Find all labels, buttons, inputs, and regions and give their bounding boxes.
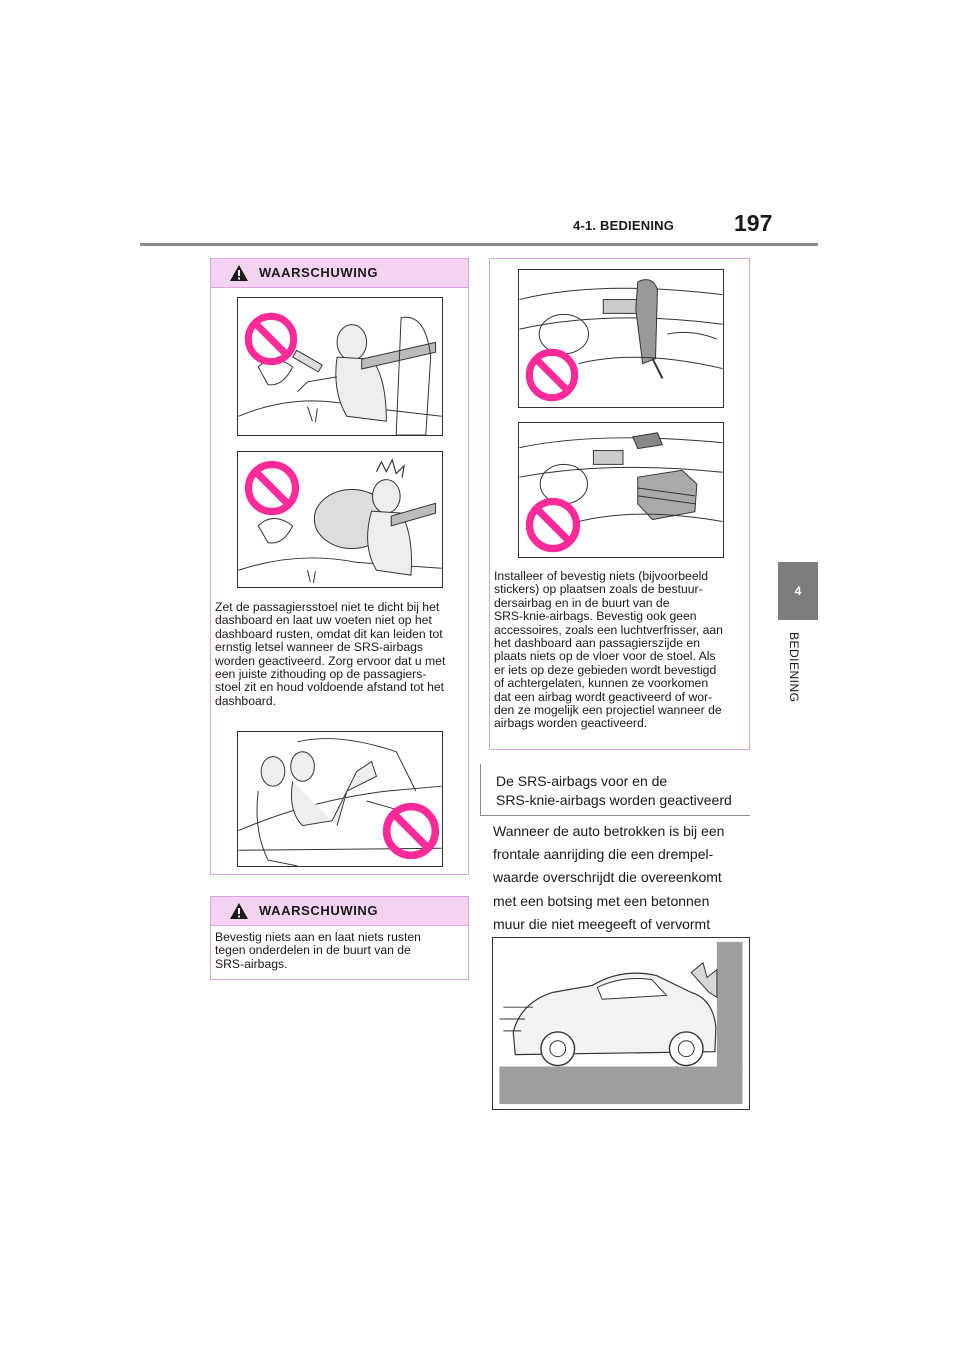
warning-header xyxy=(211,897,468,926)
body-paragraph: Wanneer de auto betrokken is bij een frontale aanrijding die een drempel- waarde overschrijdt die overeenkomt met een botsing met een betonnen muur die niet meegeeft of vervormt xyxy=(493,823,725,932)
warning-title: WAARSCHUWING xyxy=(259,265,379,280)
page-number: 197 xyxy=(734,210,773,236)
prohibition-icon xyxy=(244,460,300,516)
illustration-feet-on-dashboard xyxy=(237,731,443,867)
chapter-tab[interactable]: 4 xyxy=(778,562,818,620)
prohibition-icon xyxy=(244,312,298,366)
warning-title: WAARSCHUWING xyxy=(259,903,379,918)
warning-triangle-icon xyxy=(229,902,249,920)
warning-box-seating xyxy=(210,258,469,875)
warning-body-text: Zet de passagiersstoel niet te dicht bij het dashboard en laat uw voeten niet op het dashboard rusten, omdat dit kan leiden tot ernstig letsel wanneer de SRS-airbags worden geactiveerd. Zorg ervoor dat u met een juiste zithouding op de passagiers- stoel zit en houd voldoende afstand tot het dashboard. xyxy=(215,600,446,708)
illustration-airbag-impact xyxy=(237,451,443,588)
header-rule xyxy=(140,243,818,246)
warning-header xyxy=(211,259,468,288)
subheading xyxy=(480,764,750,816)
section-title: 4-1. BEDIENING xyxy=(573,218,675,233)
prohibition-icon xyxy=(525,497,581,553)
illustration-frontal-collision xyxy=(492,937,750,1110)
illustration-umbrella xyxy=(518,269,724,408)
warning-box-attach xyxy=(210,896,469,980)
warning-body-text: Bevestig niets aan en laat niets rusten tegen onderdelen in de buurt van de SRS-airbags. xyxy=(215,930,421,971)
prohibition-icon xyxy=(525,348,579,402)
prohibition-icon xyxy=(382,802,440,860)
illustration-too-close xyxy=(237,297,443,436)
chapter-label xyxy=(787,632,807,742)
subheading-text: De SRS-airbags voor en de SRS-knie-airbags worden geactiveerd xyxy=(496,773,732,808)
warning-triangle-icon xyxy=(229,264,249,282)
illustration-box-on-floor xyxy=(518,422,724,558)
warning-box-objects xyxy=(489,258,750,750)
chapter-label-text: BEDIENING xyxy=(787,632,801,703)
warning-body-text: Installeer of bevestig niets (bijvoorbeeld stickers) op plaatsen zoals de bestuur- dersairbag en in de buurt van de SRS-knie-airbags. Bevestig ook geen accessoires, zoals een luchtverfrisser, aan het dashboard aan passagierszijde en plaats niets op de vloer voor de stoel. Als er iets op deze gebieden wordt bevestigd of achtergelaten, kunnen ze voorkomen dat een airbag wordt geactiveerd of wor- den ze mogelijk een projectiel wanneer de airbags worden geactiveerd. xyxy=(494,569,723,731)
